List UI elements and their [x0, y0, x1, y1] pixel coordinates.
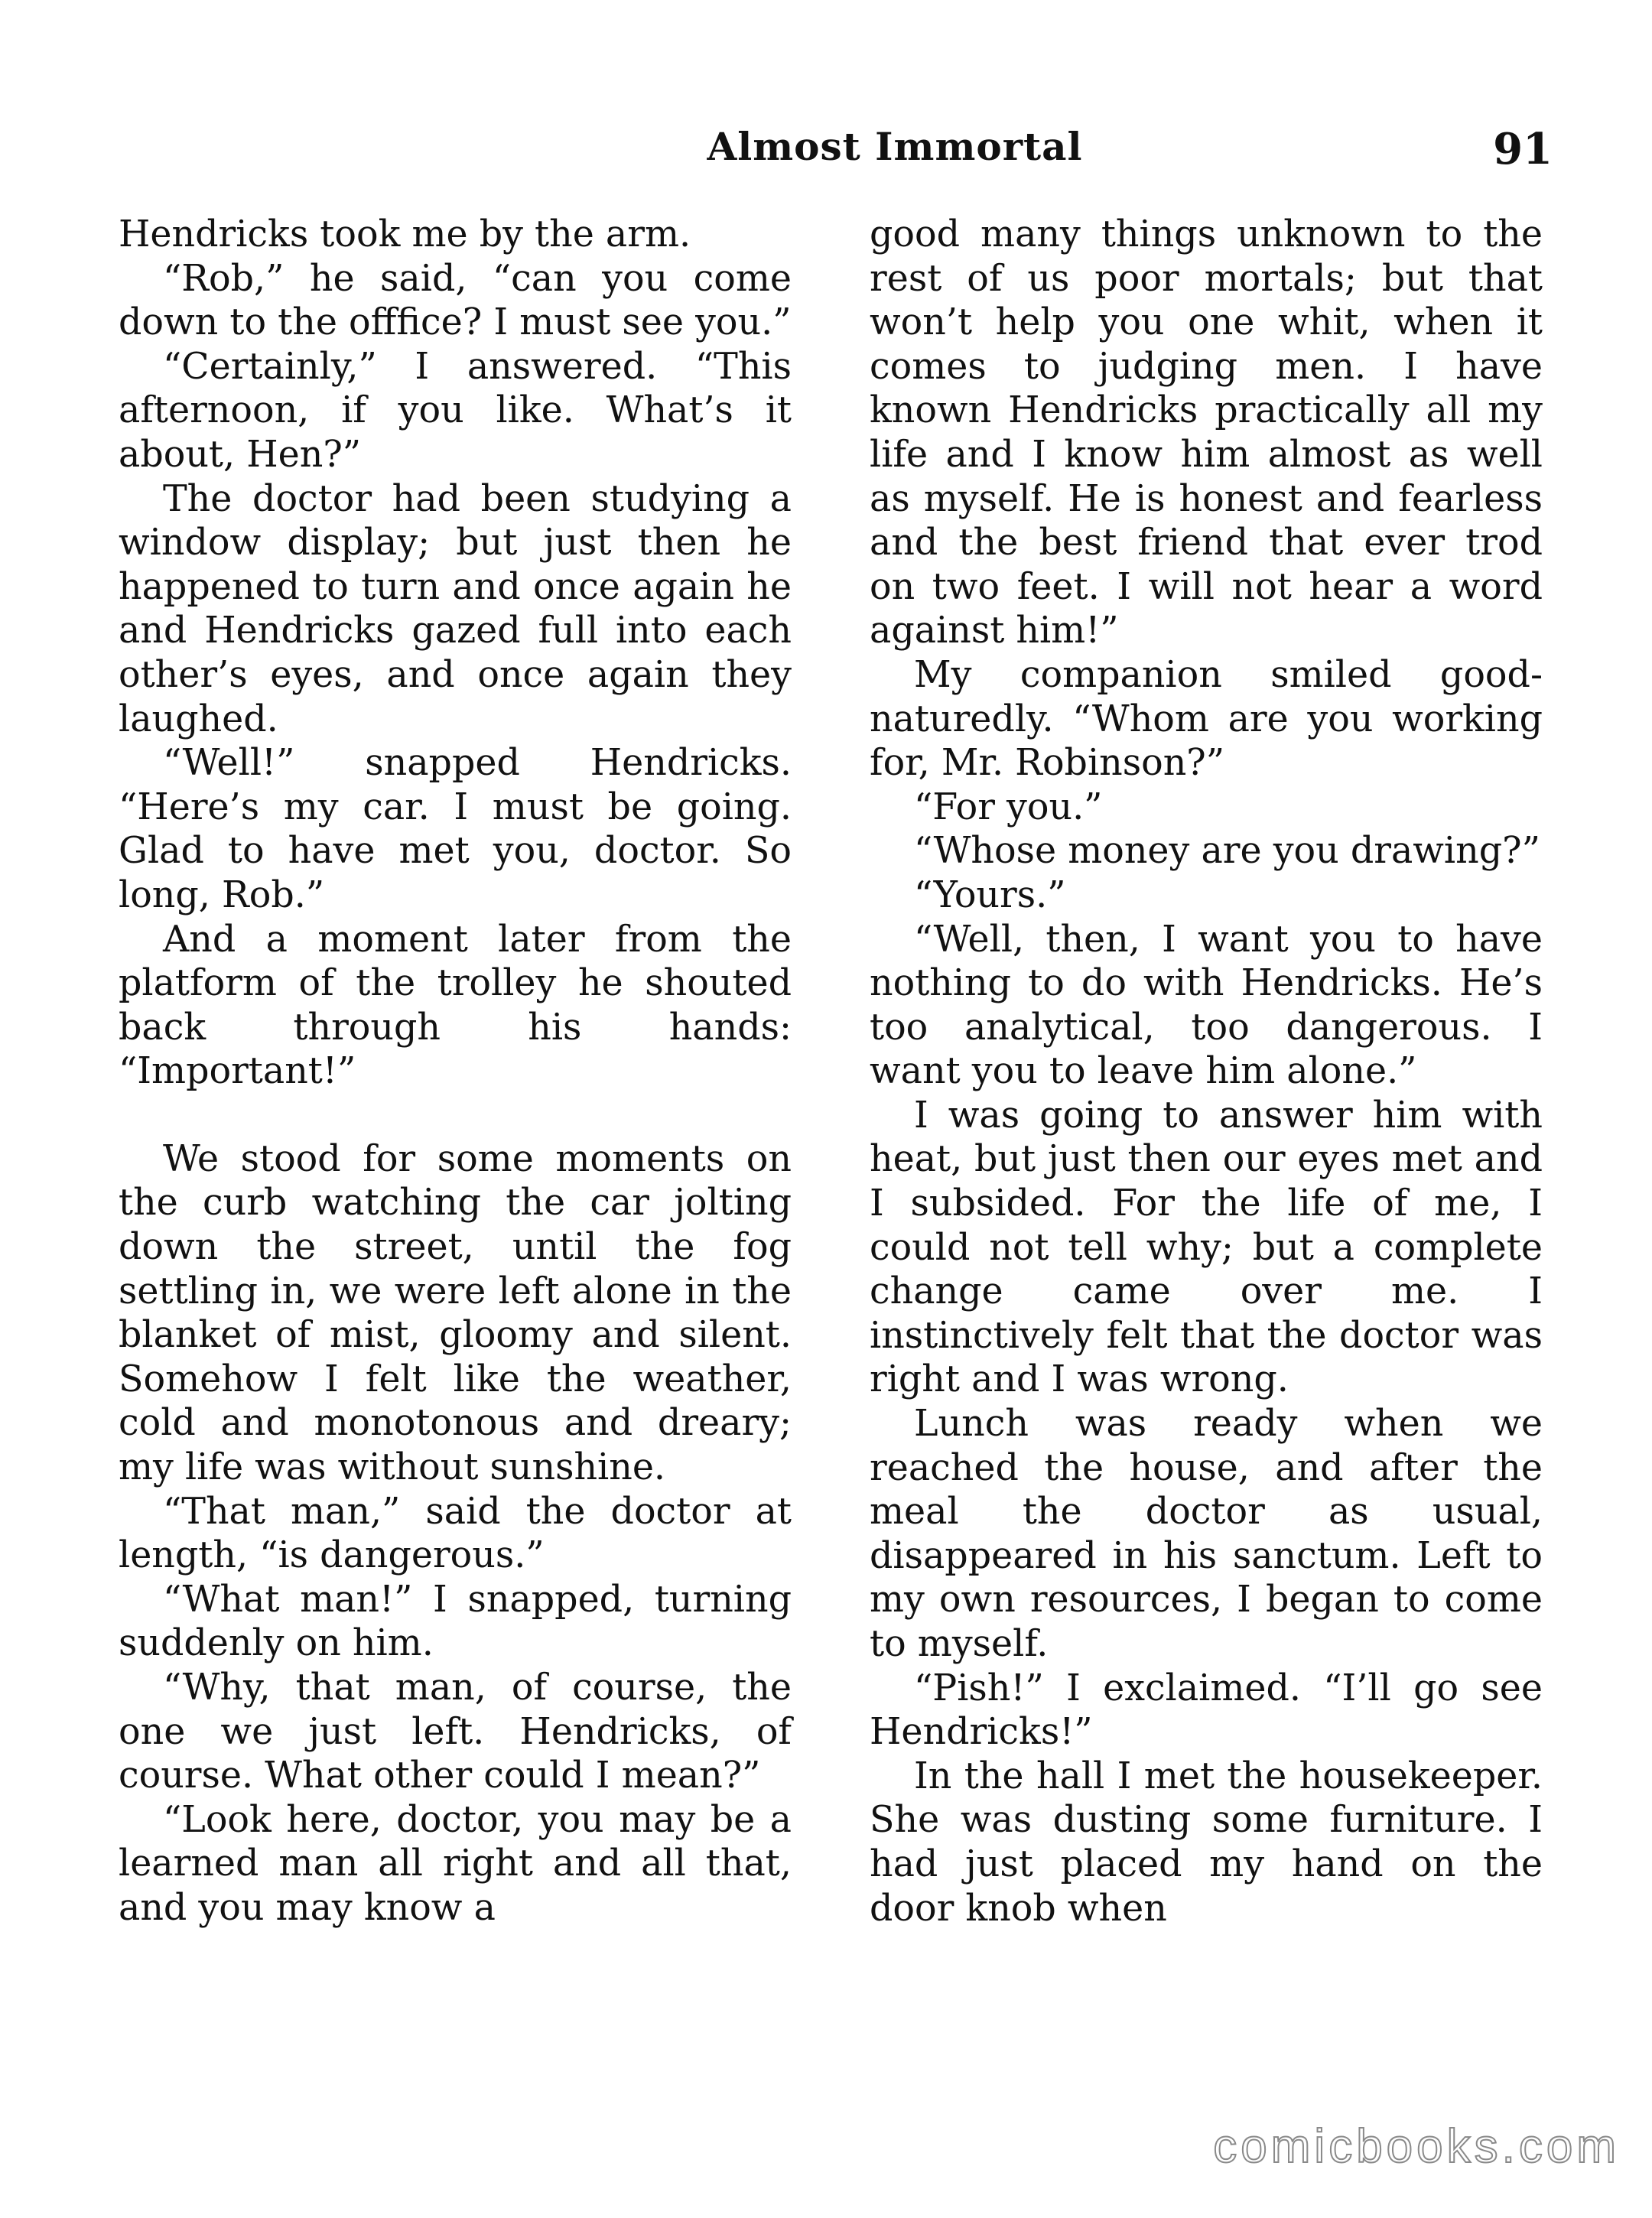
paragraph: We stood for some moments on the curb watching the car jolting down the street, until the fog settling in, we were left alone in the blanket of mist, gloomy and silent. Somehow I felt like the weather, cold and monotonous and dreary; my life was without sunshine.: [119, 1137, 792, 1489]
running-title: Almost Immortal: [707, 124, 1083, 169]
left-text-column: [119, 213, 792, 1930]
paragraph: And a moment later from the platform of the trolley he shouted back through his hands: “Important!”: [119, 918, 792, 1093]
paragraph: “Well!” snapped Hendricks. “Here’s my car. I must be going. Glad to have met you, doctor. So long, Rob.”: [119, 742, 792, 916]
paragraph: The doctor had been studying a window display; but just then he happened to turn and once again he and Hendricks gazed full into each other’s eyes, and once again they laughed.: [119, 477, 792, 740]
paragraph: “Why, that man, of course, the one we just left. Hendricks, of course. What other could I mean?”: [119, 1667, 792, 1797]
paragraph: In the hall I met the housekeeper. She was dusting some furniture. I had just placed my hand on the door knob when: [870, 1755, 1543, 1930]
page-header: [115, 124, 1553, 185]
paragraph: I was going to answer him with heat, but just then our eyes met and I subsided. For the life of me, I could not tell why; but a complete change came over me. I instinctively felt that the doctor was right and I was wrong.: [870, 1094, 1543, 1401]
paragraph: “What man!” I snapped, turning suddenly on him.: [119, 1578, 792, 1665]
paragraph: “Pish!” I exclaimed. “I’ll go see Hendricks!”: [870, 1667, 1543, 1754]
paragraph: “Whose money are you drawing?”: [914, 830, 1540, 873]
paragraph: Lunch was ready when we reached the house, and after the meal the doctor as usual, disappeared in his sanctum. Left to my own resources, I began to come to myself.: [870, 1403, 1543, 1665]
paragraph: Hendricks took me by the arm.: [119, 213, 691, 255]
paragraph: “For you.”: [914, 785, 1103, 828]
paragraph: “Yours.”: [914, 873, 1066, 916]
paragraph: My companion smiled good-naturedly. “Whom are you working for, Mr. Robinson?”: [870, 653, 1543, 785]
paragraph: “Well, then, I want you to have nothing to do with Hendricks. He’s too analytical, too dangerous. I want you to leave him alone.”: [870, 918, 1543, 1093]
paragraph: good many things unknown to the rest of us poor mortals; but that won’t help you one whit, when it comes to judging men. I have known Hendricks practically all my life and I know him almost as well as myself. He is honest and fearless and the best friend that ever trod on two feet. I will not hear a word against him!”: [870, 213, 1543, 652]
right-text-column: [870, 213, 1543, 1930]
watermark: comicbooks.com: [1213, 2120, 1620, 2173]
paragraph: “Rob,” he said, “can you come down to the offfice? I must see you.”: [119, 257, 792, 344]
page-number: 91: [1493, 124, 1553, 174]
paragraph: “Certainly,” I answered. “This afternoon, if you like. What’s it about, Hen?”: [119, 345, 792, 476]
paragraph: “That man,” said the doctor at length, “is dangerous.”: [119, 1490, 792, 1577]
paragraph: “Look here, doctor, you may be a learned man all right and all that, and you may know a: [119, 1798, 792, 1929]
